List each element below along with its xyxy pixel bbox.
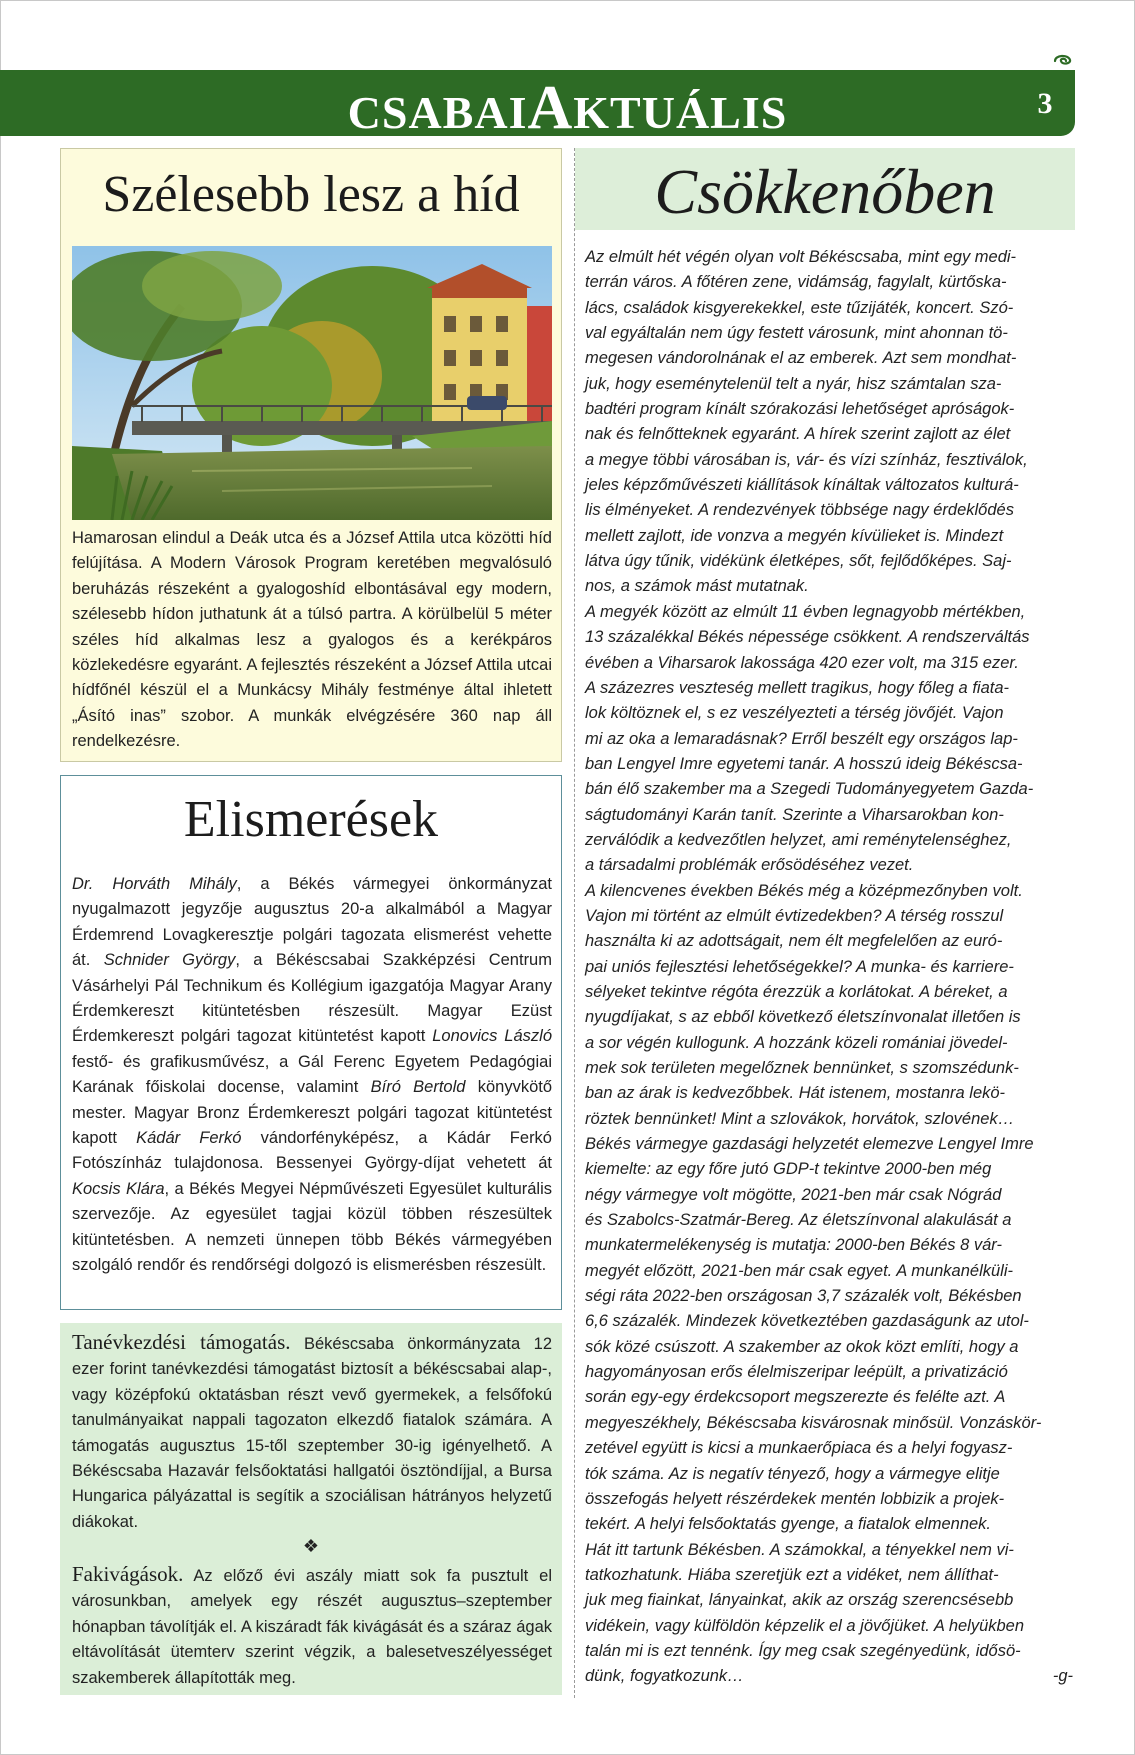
decline-line: Az elmúlt hét végén olyan volt Békéscsaba, mint egy medi-: [585, 248, 1017, 266]
decline-line: lis élményeket. A rendezvények többsége nagy érdeklődés: [585, 501, 1014, 520]
awards-article-body: [72, 872, 552, 1279]
decline-last-line: [585, 1664, 1073, 1689]
decline-line: hagyományosan erős élelmiszeripar leépült, a privatizáció: [585, 1363, 1008, 1382]
awardee-name: Dr. Horváth Mihály: [72, 875, 237, 893]
bridge-article-body: Hamarosan elindul a Deák utca és a József Attila utca közötti híd felújítása. A Modern Városok Program keretében megvalósuló beruházás részeként a gyalogoshíd elbontásával egy modern, szélesebb hídon juthatunk át a túlsó partra. A körülbelül 5 méter széles híd alkalmas lesz a gyalogos és a kerékpáros közlekedésre egyaránt. A fejlesztés részeként a József Attila utcai hídfőnél készül el a Munkácsy Mihály festménye által ihletett „Ásító inas” szobor. A munkák elvégzésére 360 nap áll rendelkezésre.: [72, 529, 552, 751]
decline-line: A kilencvenes években Békés még a középmezőnyben volt.: [585, 881, 1023, 900]
decline-line: jeles képzőművészeti kiállítások kínáltak változatos kulturá-: [585, 476, 1019, 495]
decline-line: a sor végén kullogunk. A hozzánk közeli romániai jövedel-: [585, 1033, 1008, 1052]
decline-line: tók száma. Az is negatív tényező, hogy a vármegye elitje: [585, 1464, 1000, 1483]
decline-line: 6,6 százalék. Mindezek következtében gazdaságunk az utol-: [585, 1312, 1029, 1331]
awardee-name: Schnider György: [103, 951, 236, 970]
awards-text: , a Békés Megyei Népművészeti Egyesület kulturális szervezője. Az egyesület tagjai közül többen részesültek kitüntetésben. A nemzeti ünnepen több Békés vármegyében szolgáló rendőr és rendőrségi dolgozó is elismerésben részesült.: [72, 1179, 552, 1275]
decline-line: munkatermelékenység is mutatja: 2000-ben Békés 8 vár-: [585, 1236, 1002, 1255]
decline-line: lács, családok kisgyerekekkel, este tűzijáték, koncert. Szó-: [585, 298, 1014, 317]
awards-text: , a Békés vármegyei önkormányzat nyugalmazott jegyzője augusztus 20-a alkalmából a Magyar Érdemrend Lovagkeresztje polgári tagozata elismerést vehette át.: [72, 875, 552, 970]
decline-line: A megyék között az elmúlt 11 évben legnagyobb mértékben,: [585, 602, 1026, 621]
decline-line: badtéri program kínált szórakozási lehetőséget apróságok-: [585, 400, 1015, 419]
decline-line: terrán város. A főtéren zene, vidámság, fagylalt, kürtőska-: [585, 273, 1007, 292]
decline-line: Vajon mi történt az elmúlt évtizedekben? A térség rosszul: [585, 906, 1004, 925]
decline-line: lok költöznek el, s ez veszélyezteti a térség jövőjét. Vajon: [585, 704, 1004, 723]
swirl-ornament-icon: [1052, 52, 1074, 68]
decline-line: ségi ráta 2022-ben országosan 3,7 százalék volt, Békésben: [585, 1287, 1022, 1306]
decline-line: során egy-egy érdekcsoport megszerezte és felélte azt. A: [585, 1388, 1006, 1407]
page-number: 3: [1037, 87, 1053, 120]
bridge-article-title: Szélesebb lesz a híd: [102, 166, 520, 223]
decline-line: évében a Viharsarok lakossága 420 ezer volt, ma 315 ezer.: [585, 653, 1019, 672]
decline-line: ságtudományi Karán tanít. Szerinte a Viharsarokban kon-: [585, 805, 1004, 824]
column-divider: [574, 148, 575, 1698]
bridge-photo-illustration: [72, 246, 552, 520]
awardee-name: Kádár Ferkó: [136, 1129, 242, 1148]
decline-line: val egyáltalán nem úgy festett városunk, mint ahonnan tö-: [585, 324, 1008, 343]
decline-line: sélyeket tekintve régóta érezzük a korlátokat. A béreket, a: [585, 982, 1008, 1001]
awardee-name: Kocsis Klára: [72, 1179, 165, 1198]
decline-line: mi az oka a lemaradásnak? Erről beszélt egy országos lap-: [585, 729, 1018, 748]
decline-line: megyeszékhely, Békéscsaba kisvárosnak minősül. Vonzáskör-: [585, 1413, 1042, 1432]
decline-line: használta ki az adottságait, nem élt megfelelően az euró-: [585, 932, 1003, 951]
decline-line: megesen vándorolnának el az emberek. Azt sem mondhat-: [585, 349, 1017, 368]
decline-line: vidékein, vagy külföldön képzelik el a jövőjüket. A helyükben: [585, 1616, 1025, 1635]
decline-line: kiemelte: az egy főre jutó GDP-t tekintve 2000-ben még: [585, 1160, 992, 1179]
decline-line: nos, a számok mást mutatnak.: [585, 577, 809, 596]
decline-line: bán élő szakember ma a Szegedi Tudományegyetem Gazda-: [585, 780, 1034, 799]
decline-line: röztek bennünket! Mint a szlovákok, horvátok, szlovének…: [585, 1109, 1015, 1128]
decline-closing-text: dünk, fogyatkozunk…: [585, 1667, 744, 1686]
awards-article-title: Elismerések: [183, 791, 439, 848]
awards-text: könyvkötő mester. Magyar Bronz Érdemkereszt polgári tagozat kitüntetést kapott: [72, 1078, 553, 1148]
decline-line: tatkozhatunk. Hiába szeretjük ezt a vidéket, nem állíthat-: [585, 1565, 999, 1584]
decline-line: összefogás helyett részérdekek mentén lobbizik a projek-: [585, 1489, 1005, 1508]
decline-line: a megye többi városában is, vár- és vízi színház, fesztiválok,: [585, 450, 1028, 469]
decline-line: nak és felnőtteknek egyaránt. A hírek szerint zajlott az élet: [585, 425, 1011, 444]
school-support-body: Békéscsaba önkormányzata 12 ezer forint tanévkezdési támogatást biztosít a békéscsabai alap-, vagy középfokú oktatásban részt vevő gyermekek, a felsőfokú tanulmányaikat nappali tagozaton elkezdő fiatalok számára. A támogatás augusztus 15-től szeptember 30-ig igényelhető. A Békéscsaba Hazavár felsőoktatási hallgatói ösztöndíjjal, a Bursa Hungarica pályázattal is segítik a szociálisan hátrányos helyzetű diákokat.: [72, 1335, 552, 1531]
decline-line: tekért. A helyi felsőoktatás gyenge, a fiatalok elmennek.: [585, 1515, 992, 1534]
tree-felling-title: Fakivágások.: [72, 1562, 184, 1586]
decline-line: nyugdíjakat, s az ebből következő életszínvonalat illetően is: [585, 1008, 1021, 1027]
bridge-photo: [72, 246, 552, 520]
awardee-name: Bíró Bertold: [370, 1078, 466, 1097]
decline-line: megyét előzött, 2021-ben már csak egyet. A munkanélküli-: [585, 1261, 1013, 1280]
decline-line: a társadalmi problémák erősödéséhez vezet.: [585, 856, 914, 875]
decline-line: Hát itt tartunk Békésben. A számokkal, a tényekkel nem vi-: [585, 1540, 1014, 1559]
decline-line: Békés vármegye gazdasági helyzetét elemezve Lengyel Imre: [585, 1135, 1034, 1154]
decline-article-body: [585, 245, 1073, 1690]
decline-line: pai uniós fejlesztési lehetőségekkel? A munka- és karriere-: [585, 957, 1014, 976]
decline-line: juk meg fiainkat, lányainkat, akik az ország szerencsésebb: [585, 1591, 1014, 1610]
awardee-name: Lonovics László: [432, 1027, 552, 1046]
school-support-title: Tanévkezdési támogatás.: [72, 1330, 291, 1354]
masthead-prefix: CSABAI: [347, 87, 528, 138]
decline-line: látva úgy tűnik, vidékünk életképes, sőt, fejlődőképes. Saj-: [585, 552, 1012, 571]
decline-line: négy vármegye volt mögötte, 2021-ben már csak Nógrád: [585, 1185, 1002, 1204]
school-support-news: [72, 1330, 552, 1535]
decline-line: ban Lengyel Imre egyetemi tanár. A hosszú ideig Békéscsa-: [585, 754, 1023, 773]
decline-line: talán mi is ezt tennénk. Így meg csak szegényedünk, idősö-: [585, 1641, 1021, 1660]
diamond-separator-icon: ❖: [302, 1536, 320, 1556]
tree-felling-body: Az előző évi aszály miatt sok fa pusztult el városunkban, amelyek egy részét augusztus–szeptember hónapban távolítják el. A kiszáradt fák kivágását és a száraz ágak eltávolítását ütemterv szerint végzik, a balesetveszélyességet szakemberek állapították meg.: [72, 1567, 552, 1687]
awards-text: festő- és grafikusművész, a Gál Ferenc Egyetem Pedagógiai Karának főiskolai docense, valamint: [72, 1052, 552, 1097]
decline-line: mek sok területen megelőznek bennünket, s szomszédunk-: [585, 1059, 1019, 1077]
decline-line: A százezres veszteség mellett tragikus, hogy főleg a fiata-: [585, 678, 1010, 697]
author-signature: -g-: [1052, 1667, 1073, 1686]
decline-line: zerválódik a kedvezőtlen helyzet, ami reménytelenséghez,: [585, 830, 1012, 849]
decline-line: zetével együtt is kicsi a munkaerőpiaca és a helyi fogyasz-: [585, 1439, 1013, 1458]
decline-line: juk, hogy eseménytelenül telt a nyár, hisz számtalan sza-: [585, 374, 1002, 393]
decline-line: sók közé csúszott. A szakember az okok közt említi, hogy a: [585, 1337, 1019, 1356]
decline-line: ban az árak is kedvezőbbek. Hát istenem, mostanra lekö-: [585, 1084, 1006, 1103]
masthead-initial: A: [527, 74, 574, 142]
awards-text: vándorfényképész, a Kádár Ferkó Fotószínház tulajdonosa. Bessenyei György-díjat vehetett át: [72, 1129, 552, 1173]
decline-line: 13 százalékkal Békés népessége csökkent. A rendszerváltás: [585, 628, 1030, 647]
decline-line: és Szabolcs-Szatmár-Bereg. Az életszínvonal alakulását a: [585, 1211, 1012, 1230]
tree-felling-news: [72, 1562, 552, 1691]
masthead: [0, 74, 1135, 143]
decline-article-title: Csökkenőben: [654, 156, 996, 227]
decline-line: mellett zajlott, ide vonzva a megyén kívülieket is. Mindezt: [585, 526, 1004, 545]
masthead-rest: KTUÁLIS: [573, 87, 788, 138]
awards-text: , a Békéscsabai Szakképzési Centrum Vásárhelyi Pál Technikum és Kollégium igazgatója Magyar Arany Érdemkereszt kitüntetésben részesült. Magyar Ezüst Érdemkereszt polgári tagozat kitüntetést kapott: [72, 951, 552, 1046]
